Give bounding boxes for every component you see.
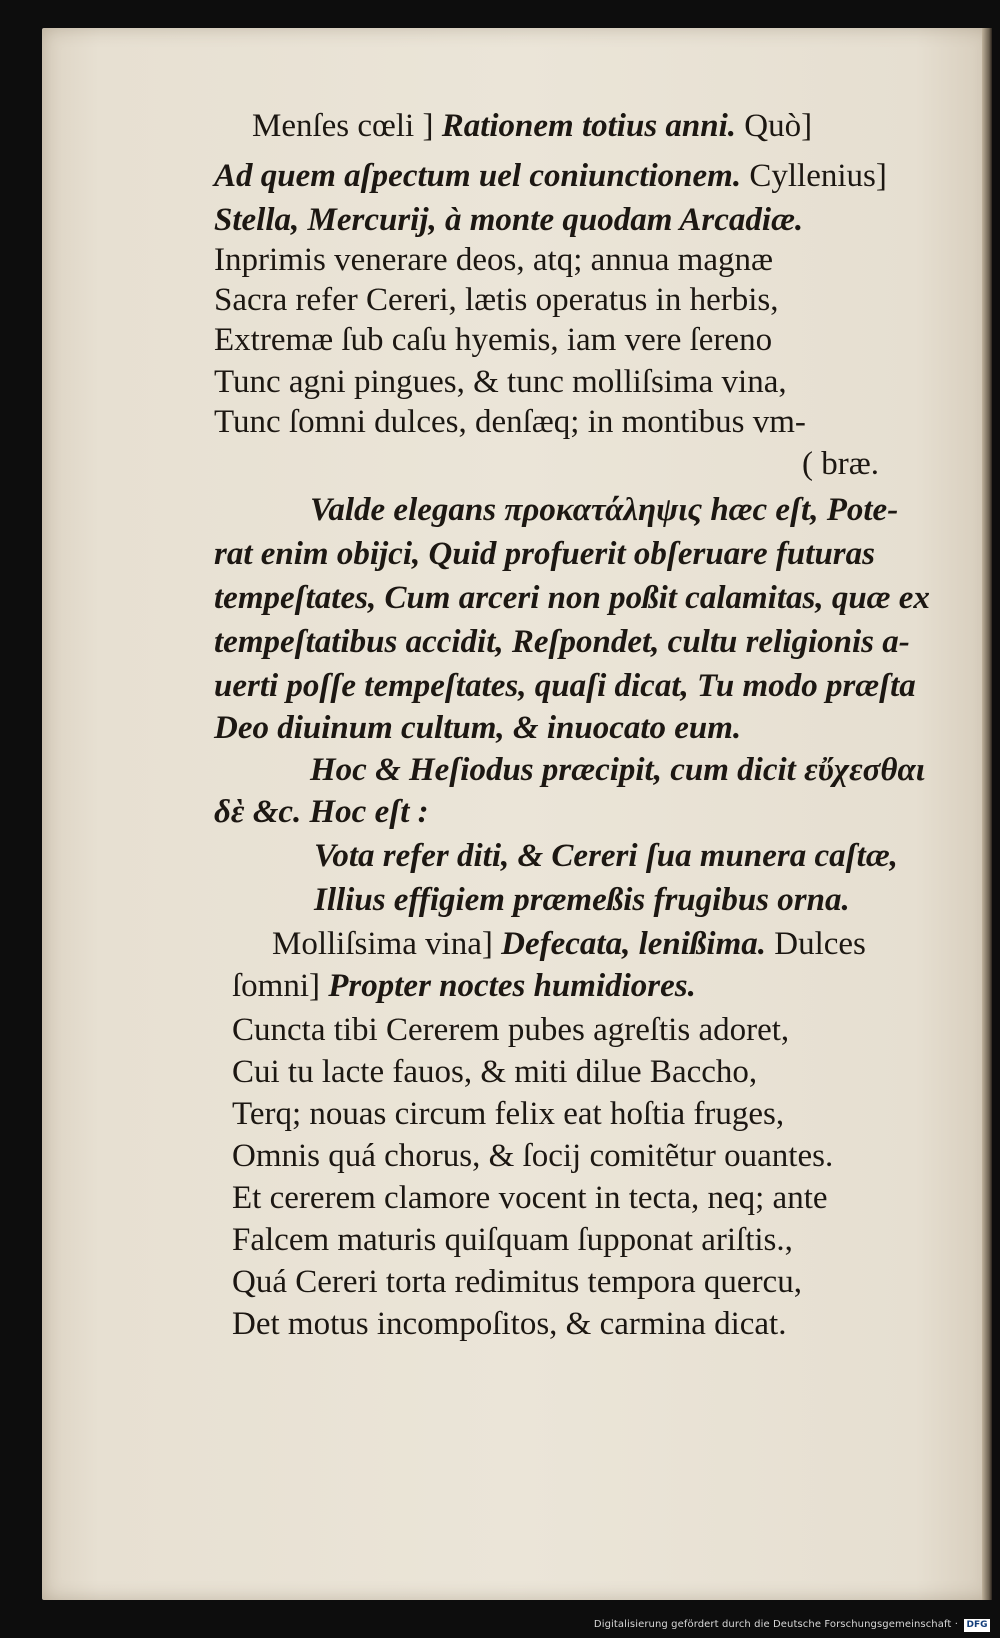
text-line: [310, 750, 925, 790]
text-line: [232, 1010, 789, 1050]
text-line: [214, 792, 429, 832]
text-segment: Illius effigiem præmeßis frugibus orna.: [314, 882, 850, 918]
text-line: [214, 622, 910, 662]
text-line: [310, 490, 898, 530]
text-segment: Sacra refer Cereri, lætis operatus in herbis,: [214, 282, 779, 318]
text-segment: Rationem totius anni.: [441, 108, 737, 144]
text-line: [252, 106, 812, 146]
text-line: [232, 1304, 786, 1344]
text-segment: προκατάληψις: [504, 492, 703, 528]
text-segment: Molliſsima vina]: [272, 926, 502, 962]
text-segment: tempeſtates, Cum arceri non poßit calamitas, quæ ex: [214, 580, 930, 616]
text-line: [232, 966, 696, 1006]
text-line: [314, 880, 850, 920]
text-line: [214, 666, 916, 706]
digitization-credit: Digitalisierung gefördert durch die Deutsche Forschungsgemeinschaft ·: [593, 1619, 958, 1630]
text-segment: Inprimis venerare deos, atq; annua magnæ: [214, 242, 773, 278]
text-segment: Stella, Mercurij, à monte quodam Arcadiæ.: [214, 202, 804, 238]
text-segment: Tunc ſomni dulces, denſæq; in montibus vm-: [214, 404, 806, 440]
text-segment: Quò]: [736, 108, 813, 144]
text-segment: Propter noctes humidiores.: [328, 968, 696, 1004]
text-line: [214, 362, 787, 402]
text-segment: uerti poſſe tempeſtates, quaſi dicat, Tu modo præſta: [214, 668, 916, 704]
text-line: [232, 1136, 833, 1176]
text-line: [214, 402, 806, 442]
text-segment: Defecata, lenißima.: [501, 926, 767, 962]
text-segment: Cui tu lacte fauos, & miti dilue Baccho,: [232, 1054, 758, 1090]
text-line: [232, 1220, 793, 1260]
text-line: [232, 1178, 828, 1218]
text-segment: δὲ &c. Hoc eſt :: [214, 794, 429, 830]
text-line: [314, 836, 898, 876]
text-line: [214, 578, 930, 618]
footer-bar: [0, 1600, 1000, 1638]
text-segment: Ad quem aſpectum uel coniunctionem.: [214, 158, 742, 194]
text-segment: Menſes cœli ]: [252, 108, 442, 144]
text-line: [214, 708, 741, 748]
text-segment: Valde elegans: [310, 492, 505, 528]
text-segment: Tunc agni pingues, & tunc molliſsima vina,: [214, 364, 787, 400]
text-segment: Falcem maturis quiſquam ſupponat ariſtis.,: [232, 1222, 793, 1258]
page-text: [42, 28, 992, 1600]
text-line: [214, 534, 875, 574]
text-segment: Det motus incompoſitos, & carmina dicat.: [232, 1306, 787, 1342]
text-segment: Deo diuinum cultum, & inuocato eum.: [214, 710, 742, 746]
text-line: [272, 924, 866, 964]
text-segment: Cuncta tibi Cererem pubes agreſtis adoret,: [232, 1012, 790, 1048]
text-segment: hæc eſt, Pote-: [702, 492, 899, 528]
text-segment: tempeſtatibus accidit, Reſpondet, cultu religionis a-: [214, 624, 910, 660]
text-line: [232, 1094, 784, 1134]
text-segment: rat enim obijci, Quid profuerit obſeruare futuras: [214, 536, 875, 572]
text-segment: Cyllenius]: [741, 158, 887, 194]
text-segment: Et cererem clamore vocent in tecta, neq; ante: [232, 1180, 828, 1216]
text-segment: Terq; nouas circum felix eat hoſtia fruges,: [232, 1096, 785, 1132]
text-segment: Vota refer diti, & Cereri ſua munera caſtæ,: [314, 838, 898, 874]
text-segment: Dulces: [766, 926, 866, 962]
text-segment: ſomni]: [232, 968, 329, 1004]
text-line: [214, 320, 772, 360]
text-segment: Extremæ ſub caſu hyemis, iam vere ſereno: [214, 322, 773, 358]
text-line: [802, 444, 879, 484]
dfg-logo: DFG: [964, 1619, 990, 1632]
text-line: [214, 240, 773, 280]
text-line: [214, 280, 778, 320]
text-segment: Quá Cereri torta redimitus tempora quercu,: [232, 1264, 802, 1300]
book-page: [42, 28, 992, 1600]
text-line: [214, 200, 803, 240]
text-line: [214, 156, 887, 196]
text-segment: ( bræ.: [802, 446, 879, 482]
page-edge-shadow: [982, 28, 992, 1600]
text-segment: Hoc & Heſiodus præcipit, cum dicit: [310, 752, 805, 788]
text-line: [232, 1262, 802, 1302]
text-line: [232, 1052, 757, 1092]
text-segment: Omnis quá chorus, & ſocij comitẽtur ouantes.: [232, 1138, 834, 1174]
text-segment: εὔχεσθαι: [804, 752, 925, 788]
